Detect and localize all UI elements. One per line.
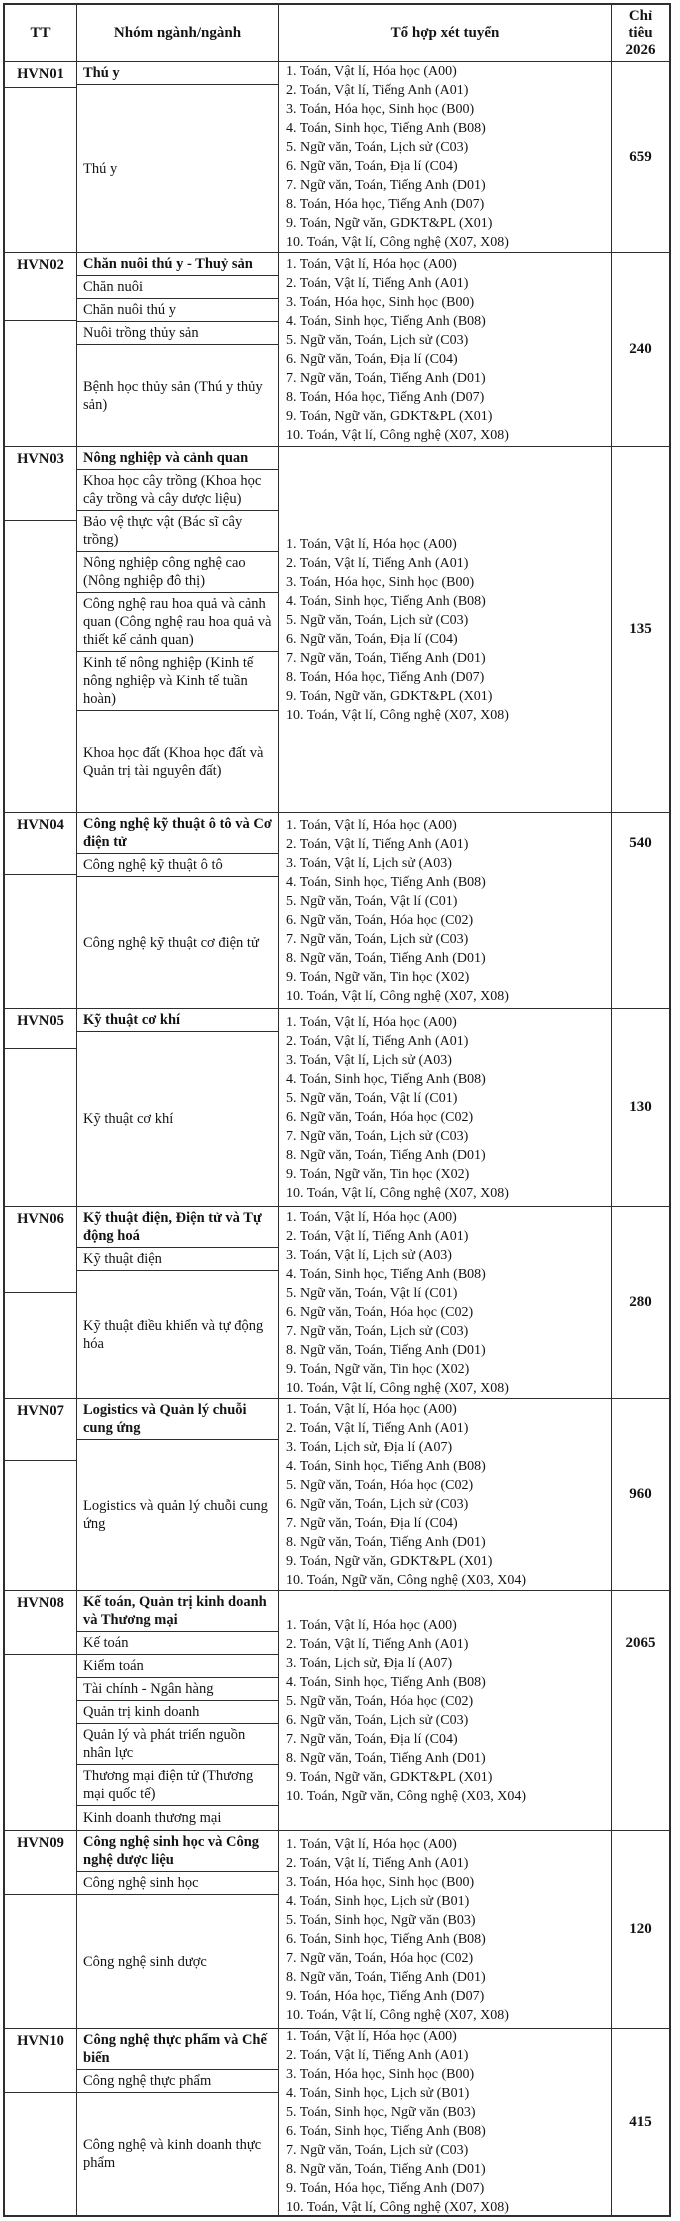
major-label: Công nghệ và kinh doanh thực phẩm [83, 2137, 262, 2171]
quota-cell [612, 1207, 669, 1398]
major-item [77, 1895, 278, 2028]
combo-item: 3. Toán, Lịch sử, Địa lí (A07) [286, 1655, 453, 1671]
group-row [5, 62, 669, 252]
group-name: Công nghệ kỹ thuật ô tô và Cơ điện tử [77, 813, 278, 854]
combo-item: 2. Toán, Vật lí, Tiếng Anh (A01) [286, 83, 469, 98]
group-row [5, 1830, 669, 2028]
combo-item: 8. Ngữ văn, Toán, Tiếng Anh (D01) [286, 1342, 486, 1358]
combo-item: 10. Toán, Vật lí, Công nghệ (X07, X08) [286, 235, 509, 250]
combo-item: 7. Ngữ văn, Toán, Hóa học (C02) [286, 1950, 474, 1966]
nganh-column [77, 62, 279, 252]
group-name: Kế toán, Quản trị kinh doanh và Thương mại [77, 1591, 278, 1632]
quota-value: 280 [629, 1294, 652, 1310]
nganh-column [77, 813, 279, 1008]
combo-item: 8. Ngữ văn, Toán, Tiếng Anh (D01) [286, 1969, 486, 1985]
tt-filler-cell [5, 2093, 76, 2215]
combo-item: 9. Toán, Ngữ văn, GDKT&PL (X01) [286, 408, 493, 424]
col-header-nganh: Nhóm ngành/ngành [77, 5, 279, 61]
group-row [5, 1206, 669, 1398]
tt-filler-cell [5, 875, 76, 1008]
tohop-column [279, 1831, 612, 2028]
group-name: Công nghệ thực phẩm và Chế biến [77, 2029, 278, 2070]
quota-cell [612, 1009, 669, 1206]
combo-item: 10. Toán, Vật lí, Công nghệ (X07, X08) [286, 1185, 509, 1201]
group-name: Nông nghiệp và cảnh quan [77, 447, 278, 470]
tt-filler-cell [5, 521, 76, 812]
tt-filler-cell [5, 321, 76, 446]
combo-item: 7. Ngữ văn, Toán, Lịch sử (C03) [286, 1323, 469, 1339]
tt-filler-cell [5, 1461, 76, 1590]
group-code: HVN01 [5, 62, 76, 88]
major-item [77, 1632, 278, 1655]
major-label: Kinh doanh thương mại [83, 1810, 222, 1826]
combo-item: 7. Ngữ văn, Toán, Lịch sử (C03) [286, 2143, 469, 2158]
combo-item: 1. Toán, Vật lí, Hóa học (A00) [286, 1836, 457, 1852]
major-label: Công nghệ rau hoa quả và cảnh quan (Công nghệ rau hoa quả và thiết kế cảnh quan) [83, 596, 272, 648]
major-item [77, 1806, 278, 1830]
major-label: Bệnh học thủy sản (Thú y thủy sản) [83, 378, 263, 413]
combo-item: 5. Toán, Sinh học, Ngữ văn (B03) [286, 1912, 476, 1928]
combo-item: 2. Toán, Vật lí, Tiếng Anh (A01) [286, 1420, 469, 1436]
combo-item: 9. Toán, Ngữ văn, Tin học (X02) [286, 1166, 470, 1182]
combo-item: 10. Toán, Vật lí, Công nghệ (X07, X08) [286, 2007, 509, 2023]
tt-filler-cell [5, 1895, 76, 2028]
combo-item: 2. Toán, Vật lí, Tiếng Anh (A01) [286, 1636, 469, 1652]
combo-item: 4. Toán, Sinh học, Lịch sử (B01) [286, 1893, 470, 1909]
major-label: Khoa học cây trồng (Khoa học cây trồng và cây dược liệu) [83, 473, 262, 507]
combo-item: 4. Toán, Sinh học, Lịch sử (B01) [286, 2086, 470, 2101]
major-item [77, 1701, 278, 1724]
combo-item: 9. Toán, Ngữ văn, Tin học (X02) [286, 1361, 470, 1377]
nganh-column [77, 1207, 279, 1398]
major-item [77, 593, 278, 652]
tohop-column [279, 1009, 612, 1206]
combo-item: 2. Toán, Vật lí, Tiếng Anh (A01) [286, 2048, 469, 2063]
combo-item: 3. Toán, Hóa học, Sinh học (B00) [286, 1874, 475, 1890]
col-header-tohop: Tổ hợp xét tuyển [279, 5, 612, 61]
combo-item: 6. Toán, Sinh học, Tiếng Anh (B08) [286, 1931, 486, 1947]
major-item [77, 470, 278, 511]
combo-item: 9. Toán, Ngữ văn, GDKT&PL (X01) [286, 1553, 493, 1569]
quota-value: 240 [629, 341, 652, 357]
combo-item: 1. Toán, Vật lí, Hóa học (A00) [286, 1401, 457, 1417]
combo-item: 9. Toán, Ngữ văn, GDKT&PL (X01) [286, 216, 493, 231]
combo-item: 8. Toán, Hóa học, Tiếng Anh (D07) [286, 669, 485, 685]
combo-item: 10. Toán, Vật lí, Công nghệ (X07, X08) [286, 2200, 509, 2215]
combo-item: 10. Toán, Vật lí, Công nghệ (X07, X08) [286, 1380, 509, 1396]
major-label: Thương mại điện tử (Thương mại quốc tế) [83, 1768, 254, 1802]
combo-item: 5. Ngữ văn, Toán, Hóa học (C02) [286, 1477, 474, 1493]
major-label: Quản trị kinh doanh [83, 1704, 200, 1720]
group-code: HVN04 [5, 813, 76, 875]
combo-item: 1. Toán, Vật lí, Hóa học (A00) [286, 2029, 457, 2044]
combo-item: 8. Ngữ văn, Toán, Tiếng Anh (D01) [286, 2162, 486, 2177]
table-header-row [5, 5, 669, 62]
combo-item: 8. Toán, Hóa học, Tiếng Anh (D07) [286, 197, 485, 212]
combo-item: 7. Ngữ văn, Toán, Tiếng Anh (D01) [286, 370, 486, 386]
group-name: Chăn nuôi thú y - Thuỷ sản [77, 253, 278, 276]
major-item [77, 1032, 278, 1206]
group-row [5, 1398, 669, 1590]
combo-item: 6. Ngữ văn, Toán, Hóa học (C02) [286, 912, 474, 928]
combo-item: 2. Toán, Vật lí, Tiếng Anh (A01) [286, 275, 469, 291]
major-item [77, 711, 278, 812]
combo-item: 6. Ngữ văn, Toán, Lịch sử (C03) [286, 1496, 469, 1512]
tohop-column [279, 2029, 612, 2215]
major-item [77, 345, 278, 446]
col-header-tt: TT [5, 5, 77, 61]
major-item [77, 276, 278, 299]
group-row [5, 1008, 669, 1206]
combo-item: 7. Ngữ văn, Toán, Địa lí (C04) [286, 1731, 458, 1747]
quota-value: 120 [629, 1921, 652, 1937]
combo-item: 4. Toán, Sinh học, Tiếng Anh (B08) [286, 121, 486, 136]
nganh-column [77, 1009, 279, 1206]
major-item [77, 552, 278, 593]
combo-item: 6. Ngữ văn, Toán, Địa lí (C04) [286, 631, 458, 647]
quota-cell [612, 1399, 669, 1590]
combo-item: 3. Toán, Vật lí, Lịch sử (A03) [286, 855, 452, 871]
major-label: Công nghệ sinh học [83, 1875, 199, 1891]
quota-cell [612, 813, 669, 1008]
quota-cell [612, 253, 669, 446]
combo-item: 5. Ngữ văn, Toán, Vật lí (C01) [286, 893, 458, 909]
tt-column [5, 1399, 77, 1590]
quota-value: 960 [629, 1486, 652, 1502]
combo-item: 3. Toán, Vật lí, Lịch sử (A03) [286, 1052, 452, 1068]
group-code: HVN05 [5, 1009, 76, 1049]
combo-item: 3. Toán, Hóa học, Sinh học (B00) [286, 574, 475, 590]
major-label: Công nghệ kỹ thuật cơ điện tử [83, 934, 259, 951]
combo-item: 6. Ngữ văn, Toán, Hóa học (C02) [286, 1304, 474, 1320]
nganh-column [77, 2029, 279, 2215]
major-label: Tài chính - Ngân hàng [83, 1681, 214, 1697]
combo-item: 3. Toán, Hóa học, Sinh học (B00) [286, 102, 475, 117]
quota-value: 540 [629, 835, 652, 851]
quota-cell [612, 2029, 669, 2215]
combo-item: 8. Ngữ văn, Toán, Tiếng Anh (D01) [286, 1147, 486, 1163]
group-code: HVN03 [5, 447, 76, 521]
combo-item: 8. Ngữ văn, Toán, Tiếng Anh (D01) [286, 1750, 486, 1766]
tohop-column [279, 253, 612, 446]
combo-item: 9. Toán, Ngữ văn, GDKT&PL (X01) [286, 1769, 493, 1785]
major-item [77, 1655, 278, 1678]
tt-column [5, 1009, 77, 1206]
combo-item: 1. Toán, Vật lí, Hóa học (A00) [286, 536, 457, 552]
major-item [77, 1248, 278, 1271]
quota-cell [612, 1591, 669, 1830]
combo-item: 7. Ngữ văn, Toán, Tiếng Anh (D01) [286, 650, 486, 666]
group-name: Logistics và Quản lý chuỗi cung ứng [77, 1399, 278, 1440]
major-label: Khoa học đất (Khoa học đất và Quản trị tài nguyên đất) [83, 744, 264, 779]
group-row [5, 812, 669, 1008]
combo-item: 5. Ngữ văn, Toán, Lịch sử (C03) [286, 332, 469, 348]
combo-item: 4. Toán, Sinh học, Tiếng Anh (B08) [286, 593, 486, 609]
tohop-column [279, 62, 612, 252]
combo-item: 4. Toán, Sinh học, Tiếng Anh (B08) [286, 874, 486, 890]
combo-item: 8. Toán, Hóa học, Tiếng Anh (D07) [286, 389, 485, 405]
nganh-column [77, 1831, 279, 2028]
combo-item: 7. Ngữ văn, Toán, Địa lí (C04) [286, 1515, 458, 1531]
major-label: Thú y [83, 160, 118, 177]
tt-column [5, 447, 77, 812]
group-row [5, 1590, 669, 1830]
tt-filler-cell [5, 1293, 76, 1398]
quota-value: 130 [629, 1099, 652, 1115]
major-label: Kỹ thuật điện [83, 1251, 162, 1267]
tt-filler-cell [5, 1655, 76, 1830]
quota-cell [612, 447, 669, 812]
quota-cell [612, 1831, 669, 2028]
major-label: Kế toán [83, 1635, 129, 1651]
major-item [77, 322, 278, 345]
group-code: HVN08 [5, 1591, 76, 1655]
tt-column [5, 1831, 77, 2028]
combo-item: 10. Toán, Vật lí, Công nghệ (X07, X08) [286, 707, 509, 723]
major-item [77, 511, 278, 552]
group-code: HVN06 [5, 1207, 76, 1293]
combo-item: 4. Toán, Sinh học, Tiếng Anh (B08) [286, 1071, 486, 1087]
combo-item: 2. Toán, Vật lí, Tiếng Anh (A01) [286, 1033, 469, 1049]
quota-value: 415 [629, 2113, 652, 2130]
quota-value: 135 [629, 621, 652, 637]
major-label: Chăn nuôi thú y [83, 302, 177, 318]
group-code: HVN10 [5, 2029, 76, 2093]
combo-item: 6. Toán, Sinh học, Tiếng Anh (B08) [286, 2124, 486, 2139]
major-item [77, 2070, 278, 2093]
tt-column [5, 2029, 77, 2215]
combo-item: 9. Toán, Hóa học, Tiếng Anh (D07) [286, 2181, 485, 2196]
combo-item: 5. Ngữ văn, Toán, Hóa học (C02) [286, 1693, 474, 1709]
tt-filler-cell [5, 88, 76, 252]
group-row [5, 446, 669, 812]
tt-column [5, 1591, 77, 1830]
combo-item: 10. Toán, Vật lí, Công nghệ (X07, X08) [286, 427, 509, 443]
combo-item: 2. Toán, Vật lí, Tiếng Anh (A01) [286, 836, 469, 852]
major-item [77, 1440, 278, 1590]
combo-item: 6. Ngữ văn, Toán, Hóa học (C02) [286, 1109, 474, 1125]
major-item [77, 854, 278, 877]
major-label: Quản lý và phát triển nguồn nhân lực [83, 1727, 246, 1761]
tt-column [5, 62, 77, 252]
combo-item: 9. Toán, Ngữ văn, Tin học (X02) [286, 969, 470, 985]
major-label: Công nghệ kỹ thuật ô tô [83, 857, 223, 873]
combo-item: 1. Toán, Vật lí, Hóa học (A00) [286, 1617, 457, 1633]
group-row [5, 2028, 669, 2215]
major-item [77, 1724, 278, 1765]
major-item [77, 1765, 278, 1806]
major-item [77, 1872, 278, 1895]
major-label: Kiểm toán [83, 1658, 144, 1674]
major-item [77, 299, 278, 322]
major-item [77, 2093, 278, 2215]
tohop-column [279, 1399, 612, 1590]
group-code: HVN02 [5, 253, 76, 321]
combo-item: 8. Ngữ văn, Toán, Tiếng Anh (D01) [286, 950, 486, 966]
combo-item: 10. Toán, Ngữ văn, Công nghệ (X03, X04) [286, 1572, 527, 1588]
combo-item: 4. Toán, Sinh học, Tiếng Anh (B08) [286, 1458, 486, 1474]
combo-item: 1. Toán, Vật lí, Hóa học (A00) [286, 1014, 457, 1030]
combo-item: 8. Ngữ văn, Toán, Tiếng Anh (D01) [286, 1534, 486, 1550]
major-label: Chăn nuôi [83, 279, 144, 295]
combo-item: 2. Toán, Vật lí, Tiếng Anh (A01) [286, 555, 469, 571]
major-label: Kỹ thuật cơ khí [83, 1111, 174, 1127]
combo-item: 6. Ngữ văn, Toán, Địa lí (C04) [286, 159, 458, 174]
combo-item: 1. Toán, Vật lí, Hóa học (A00) [286, 64, 457, 79]
combo-item: 6. Ngữ văn, Toán, Địa lí (C04) [286, 351, 458, 367]
nganh-column [77, 1399, 279, 1590]
combo-item: 3. Toán, Hóa học, Sinh học (B00) [286, 2067, 475, 2082]
group-name: Kỹ thuật điện, Điện tử và Tự động hoá [77, 1207, 278, 1248]
group-name: Thú y [77, 62, 278, 85]
combo-item: 5. Ngữ văn, Toán, Vật lí (C01) [286, 1090, 458, 1106]
group-code: HVN07 [5, 1399, 76, 1461]
combo-item: 10. Toán, Ngữ văn, Công nghệ (X03, X04) [286, 1788, 527, 1804]
major-label: Công nghệ thực phẩm [83, 2073, 212, 2089]
major-label: Logistics và quản lý chuỗi cung ứng [83, 1498, 268, 1532]
combo-item: 5. Ngữ văn, Toán, Vật lí (C01) [286, 1285, 458, 1301]
major-label: Nuôi trồng thủy sản [83, 325, 199, 341]
combo-item: 10. Toán, Vật lí, Công nghệ (X07, X08) [286, 988, 509, 1004]
major-label: Bảo vệ thực vật (Bác sĩ cây trồng) [83, 514, 243, 548]
tohop-column [279, 1207, 612, 1398]
quota-value: 659 [629, 148, 652, 165]
tt-filler-cell [5, 1049, 76, 1206]
combo-item: 2. Toán, Vật lí, Tiếng Anh (A01) [286, 1228, 469, 1244]
major-label: Kinh tế nông nghiệp (Kinh tế nông nghiệp và Kinh tế tuần hoàn) [83, 655, 254, 707]
admission-table [3, 3, 671, 2217]
combo-item: 2. Toán, Vật lí, Tiếng Anh (A01) [286, 1855, 469, 1871]
nganh-column [77, 253, 279, 446]
group-code: HVN09 [5, 1831, 76, 1895]
tohop-column [279, 1591, 612, 1830]
group-name: Kỹ thuật cơ khí [77, 1009, 278, 1032]
combo-item: 3. Toán, Hóa học, Sinh học (B00) [286, 294, 475, 310]
combo-item: 9. Toán, Ngữ văn, GDKT&PL (X01) [286, 688, 493, 704]
table-body [5, 62, 669, 2215]
major-item [77, 1271, 278, 1398]
combo-item: 5. Ngữ văn, Toán, Lịch sử (C03) [286, 612, 469, 628]
col-header-chitieu: Chỉ tiêu 2026 [625, 7, 656, 58]
tt-column [5, 253, 77, 446]
combo-item: 7. Ngữ văn, Toán, Lịch sử (C03) [286, 931, 469, 947]
combo-item: 1. Toán, Vật lí, Hóa học (A00) [286, 256, 457, 272]
major-item [77, 85, 278, 252]
combo-item: 9. Toán, Hóa học, Tiếng Anh (D07) [286, 1988, 485, 2004]
tohop-column [279, 447, 612, 812]
nganh-column [77, 1591, 279, 1830]
combo-item: 5. Ngữ văn, Toán, Lịch sử (C03) [286, 140, 469, 155]
major-item [77, 652, 278, 711]
group-name: Công nghệ sinh học và Công nghệ dược liệu [77, 1831, 278, 1872]
combo-item: 1. Toán, Vật lí, Hóa học (A00) [286, 817, 457, 833]
combo-item: 4. Toán, Sinh học, Tiếng Anh (B08) [286, 313, 486, 329]
combo-item: 4. Toán, Sinh học, Tiếng Anh (B08) [286, 1674, 486, 1690]
combo-item: 3. Toán, Vật lí, Lịch sử (A03) [286, 1247, 452, 1263]
quota-value: 2065 [625, 1635, 656, 1651]
quota-cell [612, 62, 669, 252]
group-row [5, 252, 669, 446]
combo-item: 3. Toán, Lịch sử, Địa lí (A07) [286, 1439, 453, 1455]
major-item [77, 877, 278, 1008]
combo-item: 7. Ngữ văn, Toán, Lịch sử (C03) [286, 1128, 469, 1144]
tt-column [5, 1207, 77, 1398]
major-item [77, 1678, 278, 1701]
major-label: Công nghệ sinh dược [83, 1953, 207, 1970]
combo-item: 6. Ngữ văn, Toán, Lịch sử (C03) [286, 1712, 469, 1728]
combo-item: 7. Ngữ văn, Toán, Tiếng Anh (D01) [286, 178, 486, 193]
nganh-column [77, 447, 279, 812]
major-label: Kỹ thuật điều khiển và tự động hóa [83, 1317, 264, 1352]
major-label: Nông nghiệp công nghệ cao (Nông nghiệp đô thị) [83, 555, 246, 589]
tt-column [5, 813, 77, 1008]
combo-item: 5. Toán, Sinh học, Ngữ văn (B03) [286, 2105, 476, 2120]
tohop-column [279, 813, 612, 1008]
combo-item: 4. Toán, Sinh học, Tiếng Anh (B08) [286, 1266, 486, 1282]
combo-item: 1. Toán, Vật lí, Hóa học (A00) [286, 1209, 457, 1225]
